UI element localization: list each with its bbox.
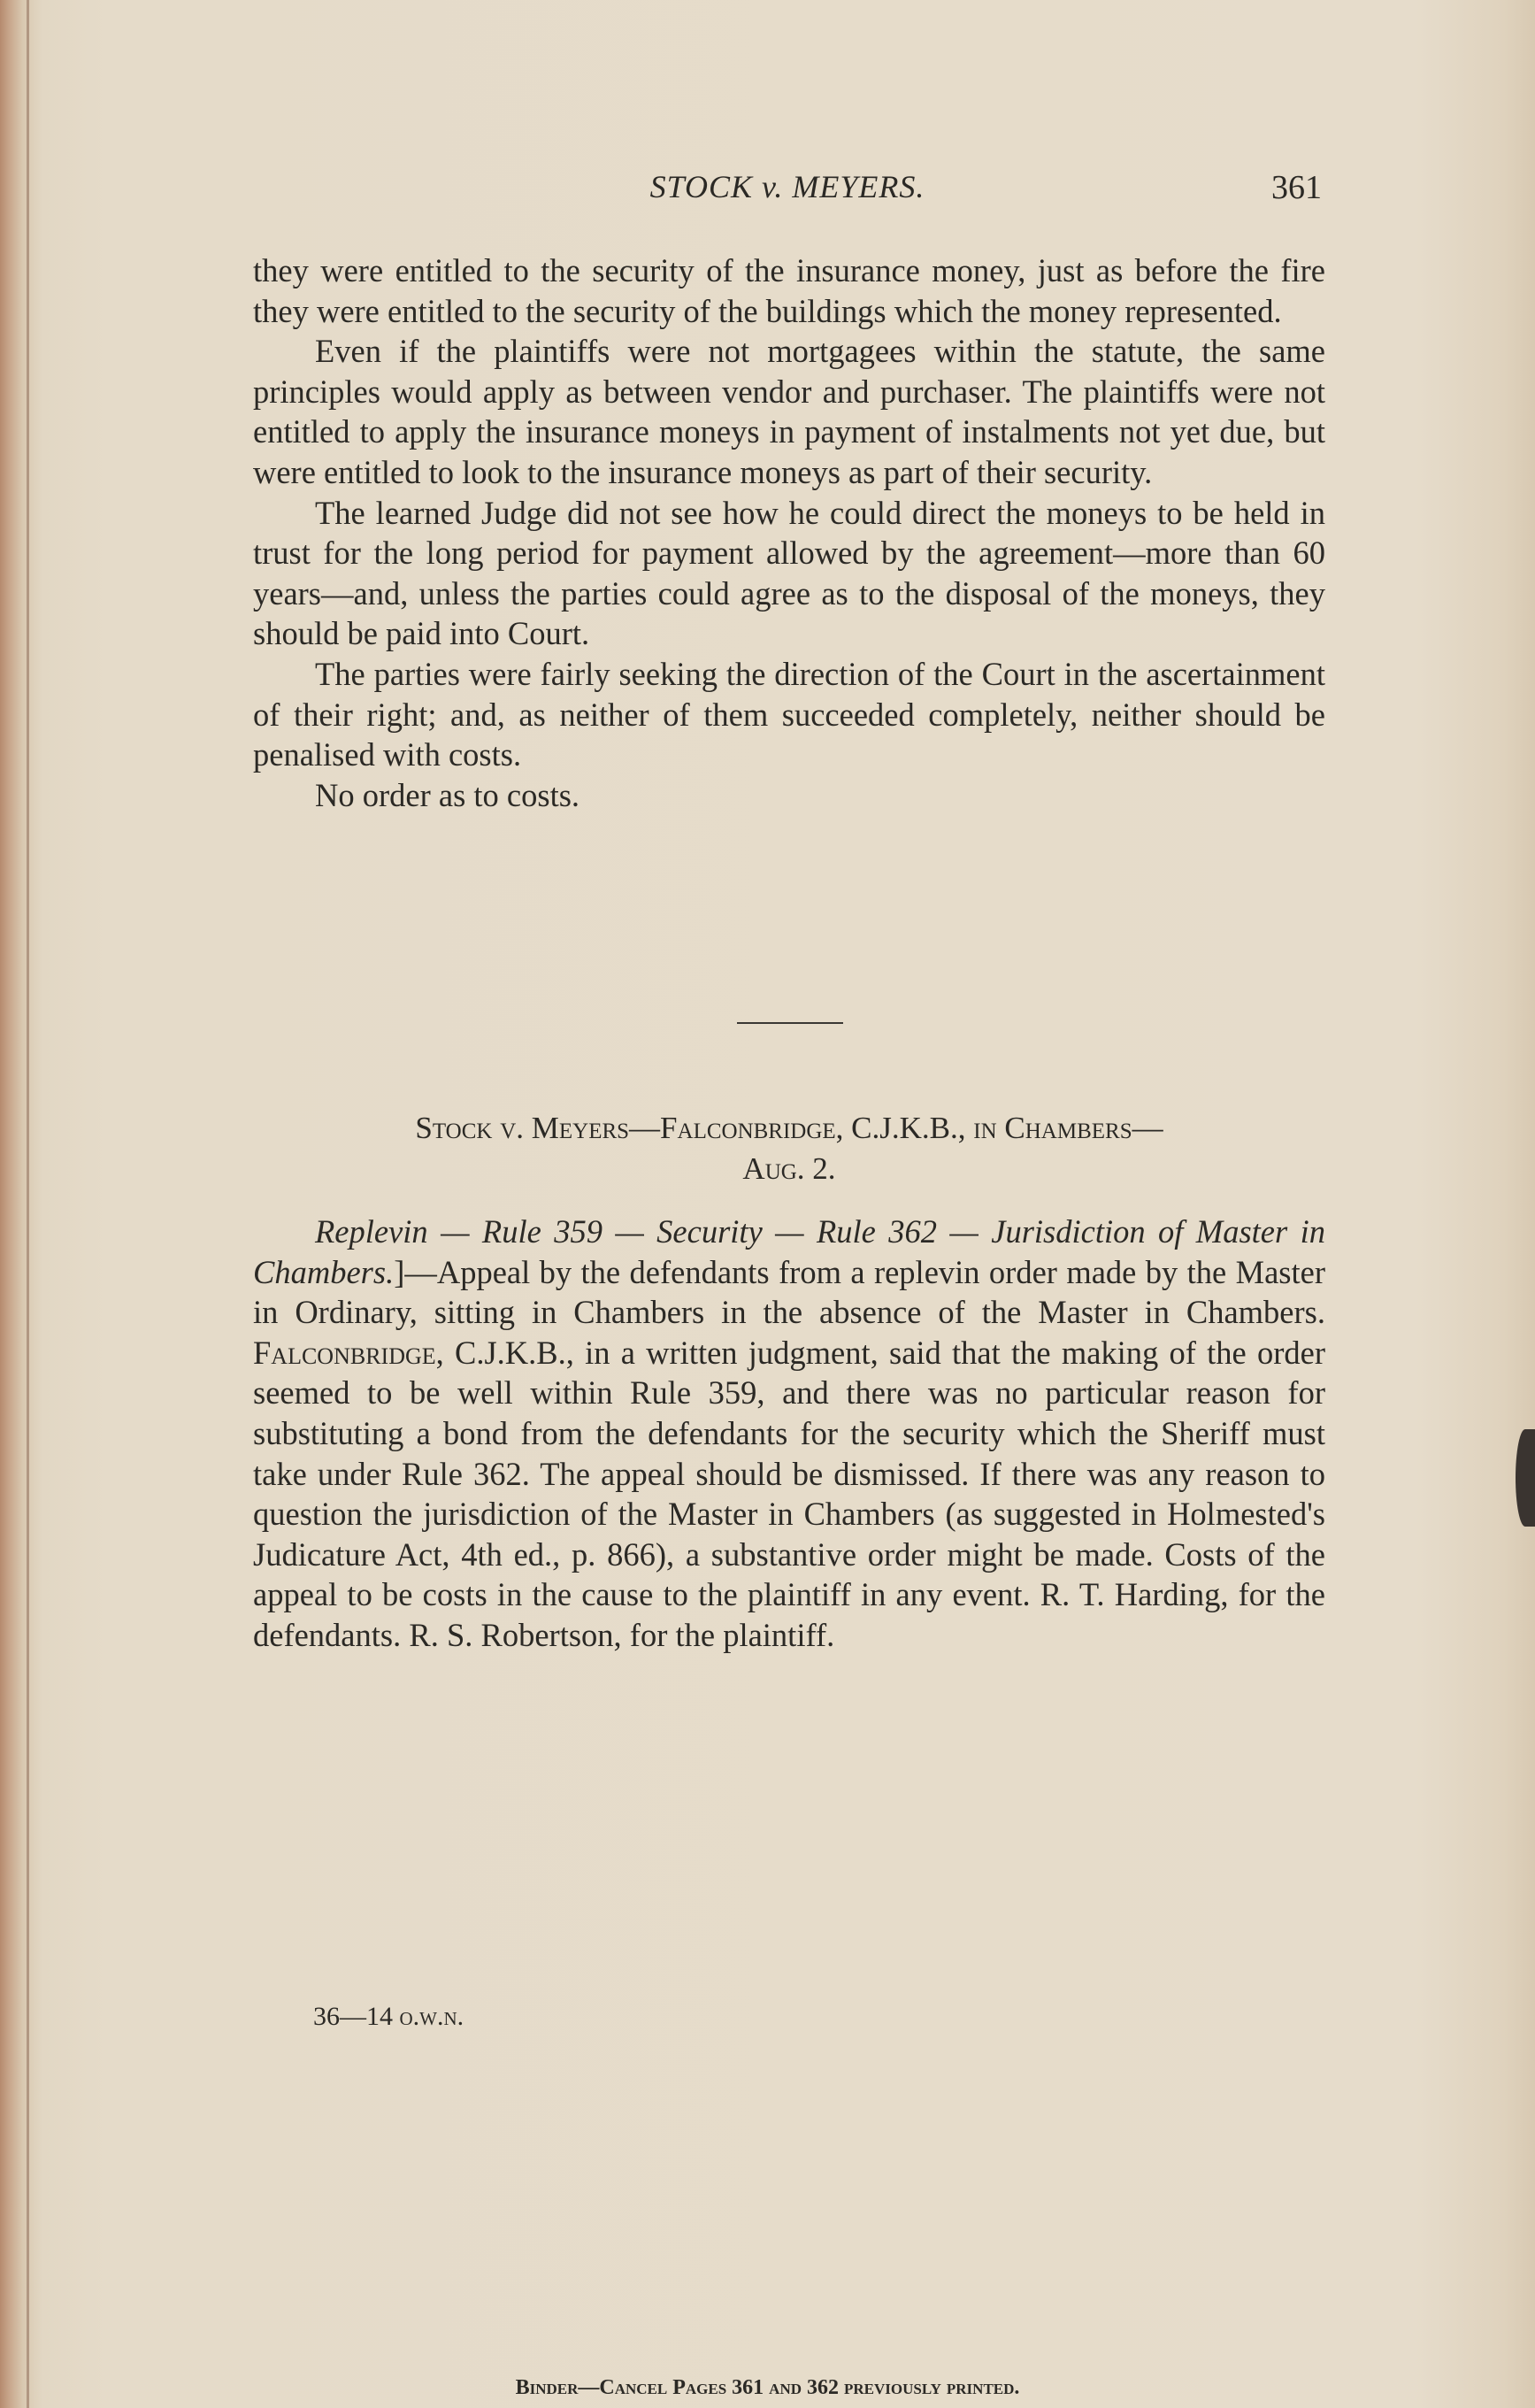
case-heading (253, 1108, 1325, 1189)
headnote (253, 1212, 1325, 1656)
paragraph: Even if the plaintiffs were not mortgagees within the statute, the same principles would apply as between vendor and purchaser. The plaintiffs were not entitled to apply the insurance moneys in payment of instalments not yet due, but were entitled to look to the insurance moneys as part of their security. (253, 333, 1325, 490)
page-number: 361 (1271, 169, 1322, 206)
paragraph: The learned Judge did not see how he could direct the moneys to be held in trust for the long period for payment allowed by the agreement—more than 60 years—and, unless the parties could agree as to the disposal of the moneys, they should be paid into Court. (253, 494, 1325, 652)
running-title: STOCK v. MEYERS. (649, 169, 925, 204)
section-divider (737, 1022, 843, 1024)
binder-note: Binder—Cancel Pages 361 and 362 previously printed. (515, 2376, 1020, 2399)
catchwords: Replevin — Rule 359 — Security — Rule 362 — Jurisdiction of Master in Chambers. (253, 1213, 1325, 1290)
headnote-paragraph (253, 1212, 1325, 1656)
binding-edge (27, 0, 29, 2408)
headnote-body-continued: in a written judgment, said that the making of the order seemed to be well within Rule 359, and there was no particular reason for substituting a bond from the defendants for the security which the Sheriff must take under Rule 362. The appeal should be dismissed. If there was any reason to question the jurisdiction of the Master in Chambers (as suggested in Holmested's Judicature Act, 4th ed., p. 866), a substantive order might be made. Costs of the appeal to be costs in the cause to the plaintiff in any event. R. T. Harding, for the defendants. R. S. Robertson, for the plaintiff. (253, 1334, 1325, 1653)
paragraph: they were entitled to the security of the insurance money, just as before the fire they were entitled to the security of the buildings which the money represented. (253, 252, 1325, 329)
page-edge-tab (1516, 1429, 1535, 1527)
running-head (253, 168, 1322, 214)
paragraph: The parties were fairly seeking the direction of the Court in the ascertainment of their right; and, as neither of them succeeded completely, neither should be penalised with costs. (253, 655, 1325, 773)
case-heading-date: Aug. 2. (742, 1151, 836, 1186)
case-heading-line: Stock v. Meyers—Falconbridge, C.J.K.B., in Chambers— (415, 1111, 1163, 1145)
paragraph: No order as to costs. (315, 776, 580, 813)
judge-name: Falconbridge, C.J.K.B., (253, 1334, 574, 1371)
judgment-continuation (253, 250, 1325, 815)
headnote-body: ]—Appeal by the defendants from a replevin order made by the Master in Ordinary, sitting in Chambers in the absence of the Master in Chambers. (253, 1253, 1325, 1331)
signature-mark: 36—14 o.w.n. (313, 2002, 464, 2031)
